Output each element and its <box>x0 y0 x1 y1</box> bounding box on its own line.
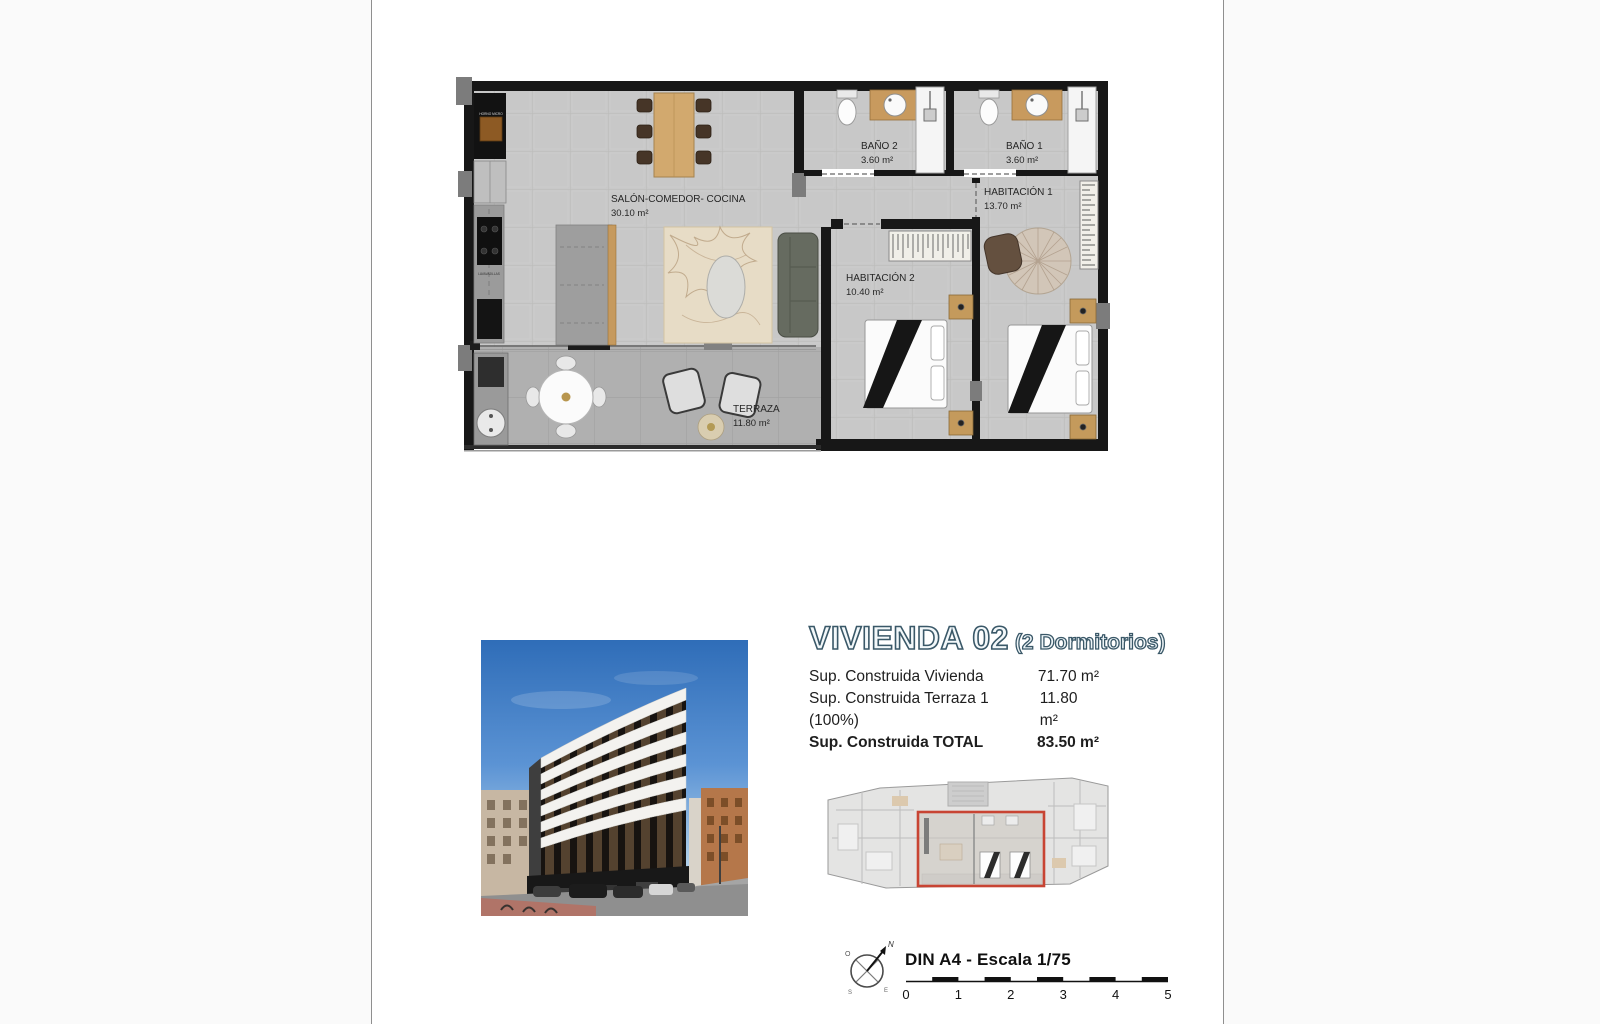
scale-tick: 2 <box>1007 987 1015 1002</box>
room-label-bedroom1: HABITACIÓN 1 <box>984 187 1053 198</box>
compass-west-label: O <box>845 951 851 958</box>
scale-tick: 0 <box>902 987 910 1002</box>
areas-value: 11.80 m² <box>1039 690 1078 729</box>
areas-row-terraza <box>809 688 1099 732</box>
scale-tick: 1 <box>954 987 963 1002</box>
room-label-living: SALÓN-COMEDOR- COCINA <box>611 194 746 205</box>
key-plan <box>822 766 1114 896</box>
compass-south-label: S <box>848 990 853 996</box>
dishwasher-label: LAVAVAJILLAS <box>478 272 500 276</box>
unit-subtitle: (2 Dormitorios) <box>1014 631 1166 654</box>
areas-row-total <box>809 732 1099 754</box>
unit-title: VIVIENDA 02 <box>809 620 1009 656</box>
compass-north-label: N <box>888 940 894 949</box>
scale-caption: DIN A4 - Escala 1/75 <box>905 950 1071 969</box>
room-label-bedroom2: HABITACIÓN 2 <box>846 273 915 284</box>
scale-tick: 4 <box>1111 987 1120 1002</box>
room-area-bath1: 3.60 m² <box>1006 155 1039 166</box>
areas-label: Sup. Construida Terraza 1 (100%) <box>809 690 989 729</box>
oven-label: HORNO MICRO <box>479 112 503 116</box>
areas-row-vivienda <box>809 666 1099 688</box>
scale-tick: 5 <box>1164 987 1172 1002</box>
dining-table <box>637 93 711 177</box>
building-photo <box>481 640 748 916</box>
room-label-bath2: BAÑO 2 <box>861 141 898 152</box>
room-area-bedroom1: 13.70 m² <box>984 201 1022 212</box>
room-area-bath2: 3.60 m² <box>861 155 894 166</box>
scale-bar <box>900 974 1174 1008</box>
scale-bar-ticks <box>902 987 1171 1002</box>
terrace-utility-closet <box>474 353 508 445</box>
compass-east-label: E <box>884 988 889 994</box>
areas-label: Sup. Construida Vivienda <box>809 668 984 685</box>
scale-tick: 3 <box>1059 987 1067 1002</box>
unit-title-block <box>809 620 1166 657</box>
room-label-bath1: BAÑO 1 <box>1006 141 1043 152</box>
floor-plan <box>456 75 1111 455</box>
sofa <box>778 233 818 337</box>
key-plan-highlighted-unit <box>918 812 1044 886</box>
terrace-floor <box>470 347 821 445</box>
areas-table <box>809 666 1099 754</box>
areas-value: 83.50 m² <box>1036 734 1099 751</box>
room-area-terrace: 11.80 m² <box>733 418 770 429</box>
plan-sheet-page <box>371 0 1224 1024</box>
living-rug <box>664 227 772 343</box>
areas-value: 71.70 m² <box>1037 668 1099 685</box>
room-area-bedroom2: 10.40 m² <box>846 287 884 298</box>
compass-icon <box>840 934 900 1000</box>
room-area-living: 30.10 m² <box>611 208 649 219</box>
areas-label: Sup. Construida TOTAL <box>809 734 984 751</box>
room-label-terrace: TERRAZA <box>733 404 780 415</box>
